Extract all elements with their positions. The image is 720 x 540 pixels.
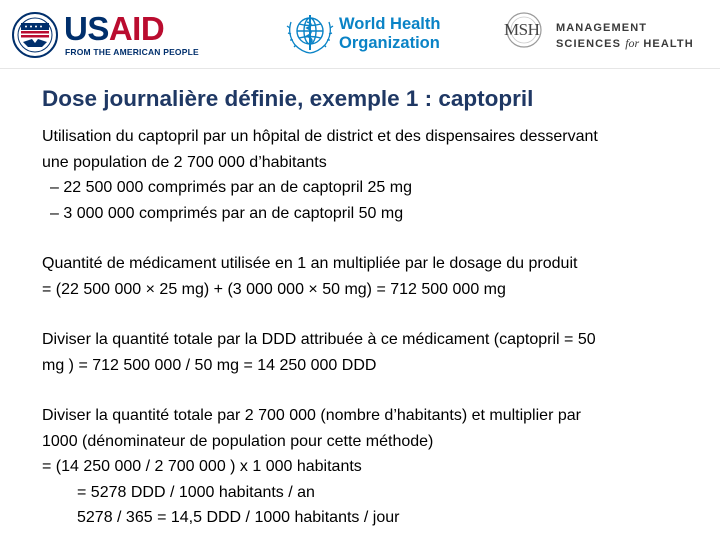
paragraph-line: 1000 (dénominateur de population pour cette méthode)	[42, 432, 434, 450]
bullet-item: – 22 500 000 comprimés par an de captopril 25 mg	[50, 179, 412, 196]
paragraph-line: une population de 2 700 000 d’habitants	[42, 153, 327, 171]
paragraph-line: = (14 250 000 / 2 700 000 ) x 1 000 habitants	[42, 458, 362, 475]
paragraph-quantity	[42, 251, 702, 302]
msh-logo	[500, 10, 715, 56]
msh-letters: MSH	[504, 20, 540, 39]
paragraph-line: = (22 500 000 × 25 mg) + (3 000 000 × 50 mg) = 712 500 000 mg	[42, 280, 506, 298]
result-line: 5278 / 365 = 14,5 DDD / 1000 habitants / jour	[77, 509, 400, 526]
usaid-tagline: FROM THE AMERICAN PEOPLE	[65, 47, 199, 57]
paragraph-population	[42, 403, 702, 531]
paragraph-ddd	[42, 327, 702, 378]
header-divider	[0, 68, 720, 69]
spacer	[42, 226, 702, 251]
logo-bar	[0, 0, 720, 70]
who-logo	[285, 10, 455, 56]
paragraph-line: Diviser la quantité totale par 2 700 000 (nombre d’habitants) et multiplier par	[42, 407, 581, 424]
bullet-item: – 3 000 000 comprimés par an de captopril 50 mg	[50, 204, 404, 222]
msh-name: MANAGEMENT SCIENCES for HEALTH	[556, 22, 694, 50]
slide-body	[42, 124, 702, 531]
paragraph-usage	[42, 124, 702, 226]
slide-title: Dose journalière définie, exemple 1 : captopril	[42, 86, 534, 111]
usaid-seal-icon	[12, 12, 58, 58]
usaid-logo	[8, 8, 199, 58]
paragraph-line: Utilisation du captopril par un hôpital de district et des dispensaires desservant	[42, 128, 598, 145]
who-emblem-icon	[285, 10, 335, 56]
who-name: World Health Organization	[339, 15, 441, 52]
spacer	[42, 378, 702, 403]
paragraph-line: mg ) = 712 500 000 / 50 mg = 14 250 000 DDD	[42, 356, 377, 374]
spacer	[42, 302, 702, 327]
usaid-wordmark: USAID	[64, 10, 165, 47]
paragraph-line: Diviser la quantité totale par la DDD attribuée à ce médicament (captopril = 50	[42, 331, 596, 348]
paragraph-line: Quantité de médicament utilisée en 1 an multipliée par le dosage du produit	[42, 255, 578, 272]
result-line: = 5278 DDD / 1000 habitants / an	[77, 483, 315, 501]
